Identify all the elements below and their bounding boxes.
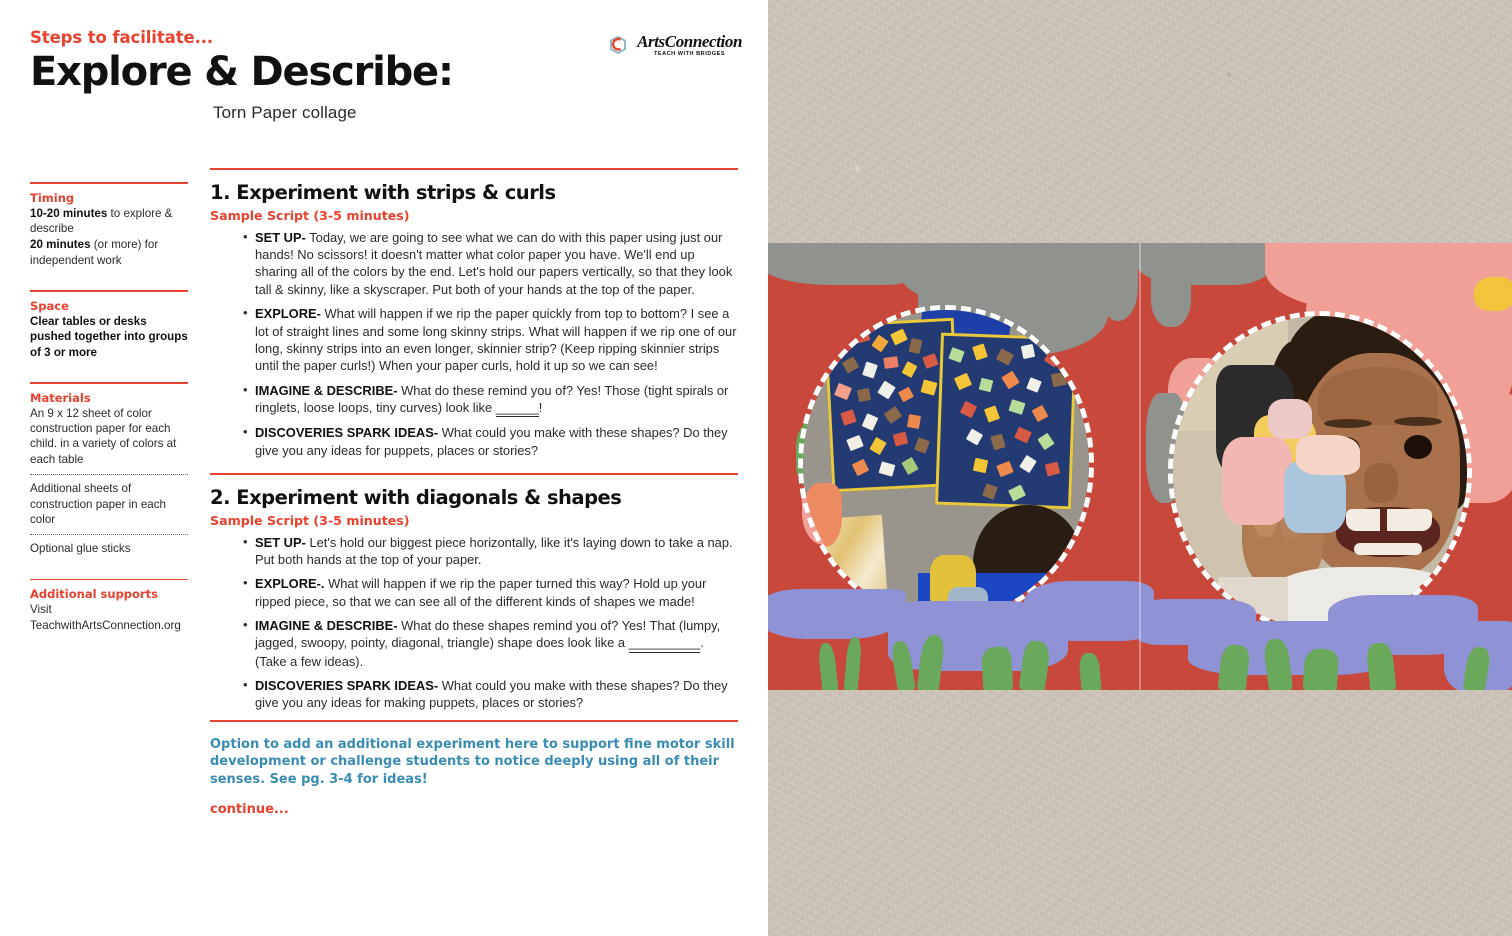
- section-2: [210, 473, 738, 722]
- list-item: [210, 575, 738, 610]
- torn-paper-orange: [804, 483, 842, 547]
- sidebar: [30, 182, 190, 642]
- timing-duration-2: 20 minutes: [30, 238, 91, 252]
- divider: [30, 579, 188, 581]
- sidebar-heading-materials: Materials: [30, 390, 91, 405]
- list-item: [210, 534, 738, 569]
- main-content: [210, 168, 738, 817]
- bullet-lead: DISCOVERIES SPARK IDEAS-: [255, 678, 439, 694]
- teeth-upper: [1346, 509, 1432, 531]
- bullet-tail: . (Take a few ideas).: [255, 635, 704, 669]
- list-item: [210, 229, 738, 298]
- material-item: Additional sheets of construction paper in each color: [30, 482, 166, 527]
- section-1-script-label: Sample Script (3-5 minutes): [210, 207, 410, 223]
- spacer: [30, 566, 190, 579]
- fill-in-blank: __________: [629, 634, 701, 652]
- tooth-gap: [1380, 509, 1387, 531]
- paper-scrap: [1021, 344, 1035, 359]
- bullet-text: Let's hold our biggest piece horizontally, like it's laying down to take a nap. Put both hands at the top of your paper.: [255, 534, 733, 568]
- logo-wordmark: ArtsConnection: [637, 31, 742, 51]
- sidebar-block-supports: [30, 579, 190, 633]
- timing-text-1: to explore & describe: [30, 206, 173, 235]
- light-pink-scrap: [1268, 399, 1312, 439]
- nose: [1364, 463, 1398, 503]
- bullet-lead: EXPLORE-: [255, 306, 321, 322]
- peach-scrap: [1296, 435, 1360, 475]
- section-2-bullets: [210, 534, 738, 712]
- bullet-text: What do these remind you of? Yes! Those (tight spirals or ringlets, loose loops, tiny curves) look like: [255, 382, 729, 415]
- panel-seam: [1139, 243, 1141, 690]
- logo-text: [637, 33, 742, 58]
- torn-paper-blue: [768, 589, 906, 639]
- bullet-lead: SET UP-: [255, 229, 306, 245]
- page-title: Explore & Describe:: [30, 49, 453, 95]
- spacer: [30, 369, 190, 382]
- artsconnection-logo: [605, 32, 742, 58]
- eyebrow-left: [1324, 419, 1372, 428]
- bullet-text: What do these shapes remind you of? Yes! That (lumpy, jagged, swoopy, pointy, diagonal, triangle) shape does look like a: [255, 618, 721, 651]
- paper-scrap: [857, 388, 871, 402]
- list-item: [210, 617, 738, 670]
- list-item: [210, 382, 738, 418]
- torn-paper-gray: [1098, 243, 1138, 321]
- section-2-script-label: Sample Script (3-5 minutes): [210, 512, 410, 528]
- section-1-bullets: [210, 229, 738, 459]
- bullet-lead: SET UP-: [255, 534, 306, 550]
- sidebar-timing-line-2: [30, 237, 190, 268]
- section-1-heading: 1. Experiment with strips & curls: [210, 180, 556, 204]
- dotted-divider: [30, 474, 188, 475]
- option-note: Option to add an additional experiment here to support fine motor skill development or challenge students to notice deeply using all of their senses. See pg. 3-4 for ideas!: [210, 736, 735, 787]
- list-item: [210, 305, 738, 374]
- collage-photograph: [768, 243, 1512, 690]
- spacer: [30, 277, 190, 290]
- paper-scrap: [1051, 372, 1067, 387]
- torn-paper-green-blade: [817, 642, 838, 690]
- page-subtitle: Torn Paper collage: [213, 103, 357, 122]
- logo-tagline: TEACH WITH BRIDGES: [653, 50, 726, 57]
- fill-in-blank: ______: [496, 399, 539, 417]
- paper-scrap: [907, 414, 921, 429]
- divider: [210, 473, 738, 475]
- continue-link[interactable]: continue...: [210, 802, 289, 818]
- supports-body: Visit TeachwithArtsConnection.org: [30, 603, 181, 632]
- divider: [30, 182, 188, 184]
- sidebar-space-body: [30, 314, 190, 360]
- bullet-lead: IMAGINE & DESCRIBE-: [255, 382, 398, 398]
- list-item: [210, 424, 738, 459]
- sidebar-heading-supports: Additional supports: [30, 587, 158, 602]
- student-artwork-photo: [798, 305, 1094, 623]
- eyebrow-right: [1394, 417, 1442, 426]
- torn-paper-green-blade: [981, 646, 1014, 690]
- bullet-text: What could you make with these shapes? Do they give you any ideas for making puppets, places or stories?: [255, 678, 728, 711]
- photo-content: [798, 305, 1094, 623]
- material-item: Optional glue sticks: [30, 542, 131, 556]
- sidebar-heading-timing: Timing: [30, 190, 75, 205]
- torn-paper-green-blade: [1303, 648, 1340, 690]
- bullet-text: Today, we are going to see what we can do with this paper using just our hands! No scissors! it doesn't matter what color paper you have. We'll end up sharing all of the colors by the end. Let's hold our papers vertically, so that they look tall & skinny, like a skyscraper. Put both of your hands at the top of the paper.: [255, 229, 733, 297]
- space-requirements: Clear tables or desks pushed together into groups of 3 or more: [30, 314, 188, 359]
- bullet-lead: IMAGINE & DESCRIBE-: [255, 618, 398, 634]
- bullet-text: What will happen if we rip the paper turned this way? Hold up your ripped piece, so that we can see all of the different kinds of shapes we made!: [255, 576, 707, 609]
- section-1: [210, 168, 738, 459]
- bullet-lead: EXPLORE-.: [255, 576, 325, 592]
- divider: [30, 382, 188, 384]
- material-item: An 9 x 12 sheet of color construction paper for each child. in a variety of colors at each table: [30, 406, 177, 466]
- paper-scrap: [883, 356, 898, 369]
- photo-content: [1168, 311, 1472, 633]
- header-eyebrow: Steps to facilitate...: [30, 28, 214, 47]
- sidebar-block-materials: [30, 382, 190, 557]
- photo-panel: [768, 0, 1512, 936]
- timing-text-2: (or more) for independent work: [30, 238, 159, 267]
- timing-duration-1: 10-20 minutes: [30, 206, 108, 220]
- pink-torn-paper: [1222, 437, 1292, 525]
- list-item: [210, 677, 738, 712]
- bullet-tail: !: [538, 399, 543, 415]
- bullet-text: What will happen if we rip the paper quickly from top to bottom? I see a lot of straight lines and some long skinny strips. What will happen if we rip one of our long, skinny strips into an even longer, skinnier strip? (Keep ripping skinnier strips until the paper curls!) When your paper curls, hold it up so we can see!: [255, 306, 737, 374]
- sidebar-block-space: [30, 290, 190, 360]
- paper-scrap: [973, 458, 988, 473]
- torn-paper-blue: [1024, 581, 1154, 641]
- sidebar-heading-space: Space: [30, 298, 69, 313]
- teeth-lower: [1354, 543, 1422, 555]
- dotted-divider: [30, 534, 188, 535]
- sidebar-timing-line-1: [30, 206, 190, 237]
- section-2-heading: 2. Experiment with diagonals & shapes: [210, 485, 622, 509]
- divider: [210, 720, 738, 722]
- divider: [30, 290, 188, 292]
- student-portrait-photo: [1168, 311, 1472, 633]
- bullet-lead: DISCOVERIES SPARK IDEAS-: [255, 425, 439, 441]
- torn-paper-green-blade: [1078, 652, 1101, 690]
- eye-right: [1404, 435, 1432, 459]
- logo-mark-icon: [605, 32, 631, 58]
- bullet-text: What could you make with these shapes? Do they give you any ideas for puppets, places or stories?: [255, 425, 728, 458]
- sidebar-block-timing: [30, 182, 190, 268]
- torn-paper-yellow: [1474, 277, 1512, 311]
- torn-paper-green-blade: [844, 636, 863, 690]
- divider: [210, 168, 738, 170]
